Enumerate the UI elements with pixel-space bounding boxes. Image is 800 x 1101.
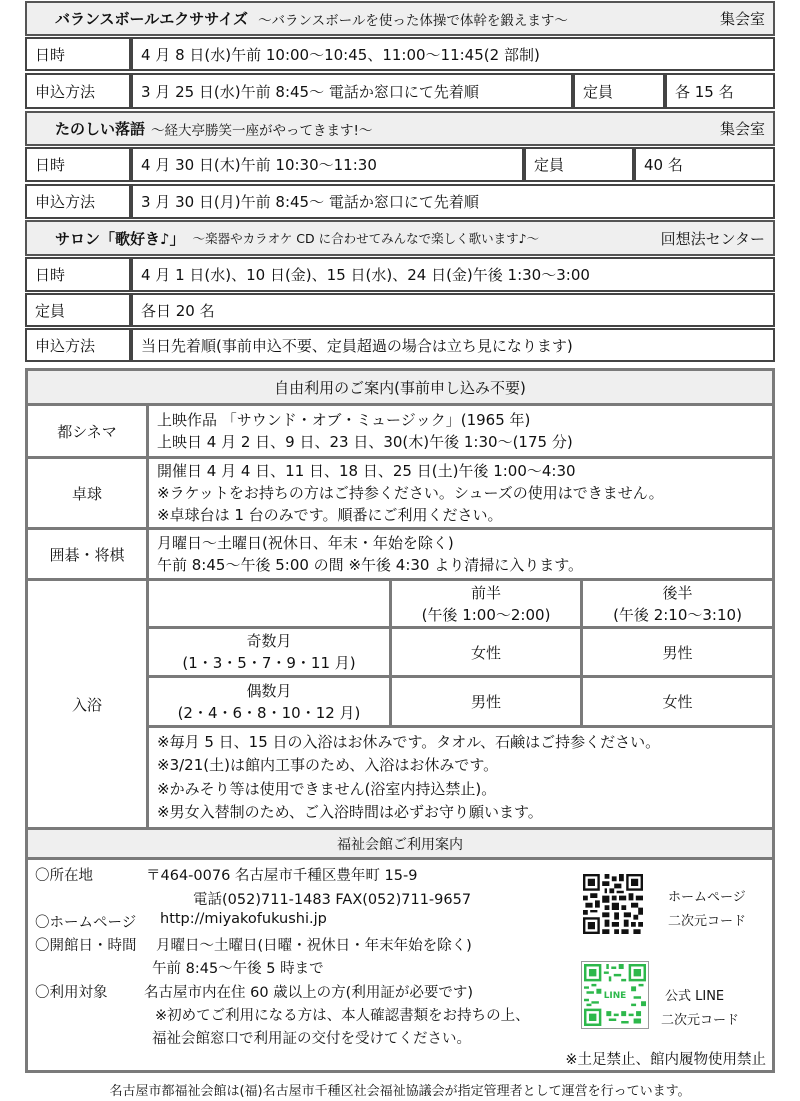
svg-text:LINE: LINE	[603, 990, 627, 1001]
table-tennis-line: ※ラケットをお持ちの方はご持参ください。シューズの使用はできません。	[157, 484, 664, 502]
event-header-salon	[25, 220, 775, 256]
second-half-label: 後半	[662, 583, 693, 602]
homepage-url[interactable]: http://miyakofukushi.jp	[160, 911, 327, 927]
phone-fax: 電話(052)711-1483 FAX(052)711-9657	[193, 892, 472, 908]
homepage-qr-caption	[668, 886, 746, 934]
event-subtitle: ～楽器やカラオケ CD に合わせてみんなで楽しく歌います♪～	[192, 231, 540, 246]
table-tennis-line: ※卓球台は 1 台のみです。順番にご利用ください。	[157, 506, 503, 524]
hours-time: 午前 8:45～午後 5 時まで	[152, 961, 324, 977]
eligibility-line: 福祉会館窓口で利用証の交付を受けてください。	[152, 1031, 471, 1047]
hours-days: 月曜日～土曜日(日曜・祝休日・年末年始を除く)	[156, 938, 472, 954]
go-shogi-line: 月曜日～土曜日(祝休日、年末・年始を除く)	[157, 534, 454, 552]
bath-corner-cell	[146, 578, 392, 629]
first-half-time: (午後 1:00～2:00)	[421, 605, 551, 624]
go-shogi-label: 囲碁・将棋	[25, 527, 149, 581]
footer-note: 名古屋市都福祉会館は(福)名古屋市千種区社会福祉協議会が指定管理者として運営を行っています。	[109, 1084, 691, 1099]
capacity-label: 定員	[573, 73, 665, 109]
line-qr-caption	[661, 985, 739, 1033]
go-shogi-details	[146, 527, 775, 581]
table-tennis-label: 卓球	[25, 456, 149, 530]
homepage-qr-code-icon[interactable]	[583, 874, 643, 934]
datetime-value: 4 月 1 日(水)、10 日(金)、15 日(水)、24 日(金)午後 1:30～3:00	[131, 257, 775, 292]
address: 〒464-0076 名古屋市千種区豊年町 15-9	[146, 868, 418, 884]
qr-caption-line: 二次元コード	[661, 1013, 740, 1028]
cinema-line: 上映日 4 月 2 日、9 日、23 日、30(木)午後 1:30～(175 分)	[157, 433, 573, 451]
table-tennis-details	[146, 456, 775, 530]
second-half-time: (午後 2:10～3:10)	[613, 605, 742, 624]
cinema-line: 上映作品 「サウンド・オブ・ミュージック」(1965 年)	[157, 411, 531, 429]
event-room: 回想法センター	[660, 229, 765, 248]
capacity-value: 各 15 名	[665, 73, 775, 109]
capacity-label: 定員	[25, 293, 131, 327]
apply-value: 3 月 25 日(水)午前 8:45～ 電話か窓口にて先着順	[131, 73, 573, 109]
bath-second-half-header	[580, 578, 775, 629]
event-room: 集会室	[719, 120, 765, 138]
datetime-label: 日時	[25, 257, 131, 292]
qr-caption-line: 公式 LINE	[665, 989, 725, 1004]
odd-month-cell	[146, 626, 392, 678]
apply-value: 当日先着順(事前申込不要、定員超過の場合は立ち見になります)	[131, 328, 775, 362]
free-use-header: 自由利用のご案内(事前申し込み不要)	[25, 368, 775, 406]
first-half-label: 前半	[470, 583, 501, 602]
bath-note: ※3/21(土)は館内工事のため、入浴はお休みです。	[157, 756, 499, 774]
go-shogi-line: 午前 8:45～午後 5:00 の間 ※午後 4:30 より清掃に入ります。	[157, 556, 584, 574]
apply-label: 申込方法	[25, 73, 131, 109]
eligibility-line: ※初めてご利用になる方は、本人確認書類をお持ちの上、	[155, 1008, 530, 1024]
location-label: 〇所在地	[35, 868, 93, 884]
capacity-value: 各日 20 名	[131, 293, 775, 327]
cinema-label: 都シネマ	[25, 403, 149, 459]
event-title: バランスボールエクササイズ	[55, 10, 249, 28]
eligibility-line: 名古屋市内在住 60 歳以上の方(利用証が必要です)	[144, 985, 473, 1001]
apply-value: 3 月 30 日(月)午前 8:45～ 電話か窓口にて先着順	[131, 184, 775, 219]
bath-note: ※毎月 5 日、15 日の入浴はお休みです。タオル、石鹸はご持参ください。	[157, 732, 661, 751]
event-title: サロン「歌好き♪」	[55, 229, 185, 248]
datetime-value: 4 月 30 日(木)午前 10:30～11:30	[131, 147, 524, 182]
datetime-value: 4 月 8 日(水)午前 10:00～10:45、11:00～11:45(2 部制)	[131, 37, 775, 71]
datetime-label: 日時	[25, 147, 131, 182]
bath-first-half-header	[389, 578, 583, 629]
event-title: たのしい落語	[55, 120, 146, 138]
event-room: 集会室	[719, 10, 765, 28]
hours-label: 〇開館日・時間	[35, 938, 137, 954]
table-tennis-line: 開催日 4 月 4 日、11 日、18 日、25 日(土)午後 1:00～4:30	[157, 462, 576, 480]
homepage-label: 〇ホームページ	[35, 915, 137, 931]
event-header-rakugo	[25, 111, 775, 146]
facility-info-box	[25, 857, 775, 1073]
footwear-rules: ※土足禁止、館内履物使用禁止	[565, 1052, 766, 1068]
odd-month-list: (1・3・5・7・9・11 月)	[182, 654, 356, 672]
facility-header: 福祉会館ご利用案内	[25, 827, 775, 860]
odd-month-label: 奇数月	[246, 632, 292, 650]
cinema-details	[146, 403, 775, 459]
event-header-balance-ball	[25, 1, 775, 36]
odd-second-half: 男性	[580, 626, 775, 678]
qr-caption-line: 二次元コード	[668, 914, 747, 929]
apply-label: 申込方法	[25, 328, 131, 362]
even-month-cell	[146, 675, 392, 728]
capacity-label: 定員	[524, 147, 634, 182]
odd-first-half: 女性	[389, 626, 583, 678]
even-month-list: (2・4・6・8・10・12 月)	[177, 703, 361, 722]
bath-note: ※かみそり等は使用できません(浴室内持込禁止)。	[157, 779, 497, 798]
eligibility-label: 〇利用対象	[35, 985, 108, 1001]
event-subtitle: ～バランスボールを使った体操で体幹を鍛えます～	[258, 12, 568, 29]
line-qr-code-icon[interactable]	[581, 961, 649, 1029]
datetime-label: 日時	[25, 37, 131, 71]
qr-caption-line: ホームページ	[668, 890, 746, 905]
event-subtitle: ～経大亭勝笑一座がやってきます!～	[151, 122, 373, 139]
even-month-label: 偶数月	[246, 681, 292, 700]
capacity-value: 40 名	[634, 147, 775, 182]
even-second-half: 女性	[580, 675, 775, 728]
bath-note: ※男女入替制のため、ご入浴時間は必ずお守り願います。	[157, 803, 543, 821]
even-first-half: 男性	[389, 675, 583, 728]
apply-label: 申込方法	[25, 184, 131, 219]
bath-notes	[146, 725, 775, 830]
bath-label: 入浴	[25, 578, 149, 830]
